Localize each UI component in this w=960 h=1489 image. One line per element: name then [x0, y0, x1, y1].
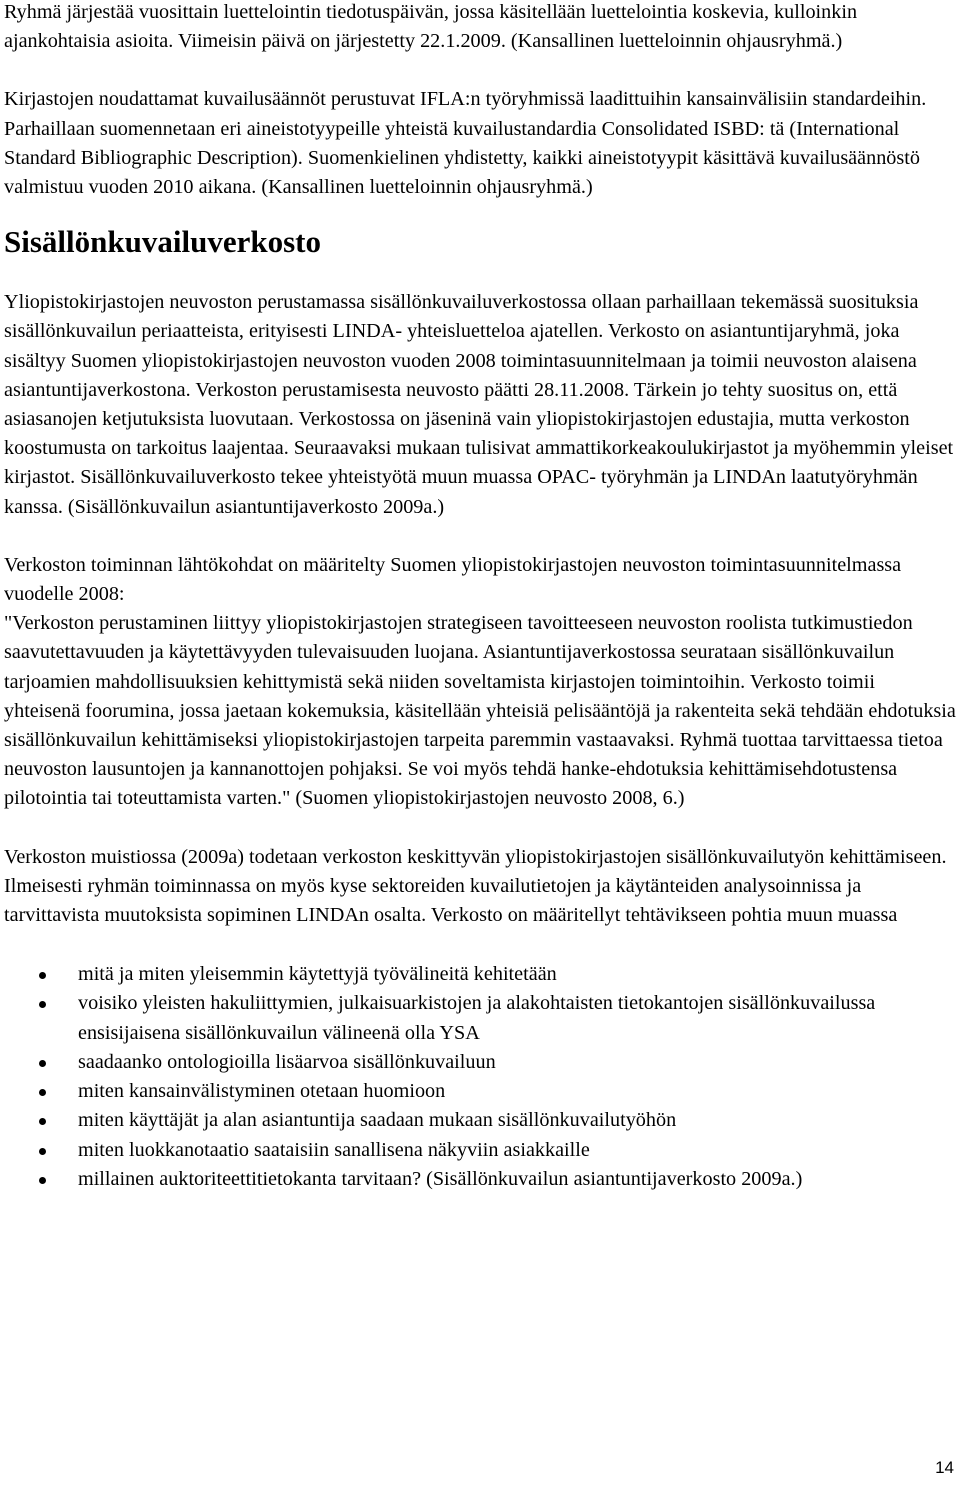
list-item [4, 1048, 956, 1077]
list-item [4, 960, 956, 989]
bullet-icon [39, 1118, 46, 1125]
list-item-text: mitä ja miten yleisemmin käytettyjä työvälineitä kehitetään [78, 963, 557, 986]
list-item-text: millainen auktoriteettitietokanta tarvitaan? (Sisällönkuvailun asiantuntijaverkosto 2009a.) [78, 1167, 803, 1190]
list-item [4, 1106, 956, 1135]
paragraph-network-basis-intro: Verkoston toiminnan lähtökohdat on määritelty Suomen yliopistokirjastojen neuvoston toimintasuunnitelmassa vuodelle 2008: [4, 553, 902, 606]
list-item-text: miten käyttäjät ja alan asiantuntija saadaan mukaan sisällönkuvailutyöhön [78, 1109, 677, 1132]
bullet-icon [39, 1177, 46, 1184]
list-item [4, 1077, 956, 1106]
section-heading: Sisällönkuvailuverkosto [4, 224, 321, 260]
bullet-icon [39, 1148, 46, 1155]
page-number: 14 [935, 1458, 954, 1477]
list-item [4, 1136, 956, 1165]
bullet-icon [39, 972, 46, 979]
paragraph-seminar-info: Ryhmä järjestää vuosittain luettelointin tiedotuspäivän, jossa käsitellään luettelointia koskevia, kulloinkin ajankohtaisia asioita. Viimeisin päivä on järjestetty 22.1.2009. (Kansallinen luetteloinnin ohjausryhmä.) [4, 1, 858, 53]
list-item-text: miten luokkanotaatio saataisiin sanallisena näkyviin asiakkaille [78, 1138, 590, 1161]
bullet-icon [39, 1001, 46, 1008]
bullet-icon [39, 1089, 46, 1096]
list-item [4, 989, 956, 1047]
list-item-text: voisiko yleisten hakuliittymien, julkaisuarkistojen ja alakohtaisten tietokantojen sisällönkuvailussa ensisijaisena sisällönkuvailun välineenä olla YSA [78, 992, 876, 1044]
bullet-icon [39, 1060, 46, 1067]
bullet-list [4, 960, 956, 1194]
paragraph-network-memo: Verkoston muistiossa (2009a) todetaan verkoston keskittyvän yliopistokirjastojen sisällönkuvailutyön kehittämiseen. Ilmeisesti ryhmän toiminnassa on myös kyse sektoreiden kuvailutietojen ja käytänteiden analysoinnissa ja tarvittavista muutoksista sopiminen LINDAn osalta. Verkosto on määritellyt tehtävikseen pohtia muun muassa [4, 845, 947, 927]
list-item-text: saadaanko ontologioilla lisäarvoa sisällönkuvailuun [78, 1050, 496, 1073]
list-item-text: miten kansainvälistyminen otetaan huomioon [78, 1080, 446, 1103]
paragraph-cataloguing-rules: Kirjastojen noudattamat kuvailusäännöt perustuvat IFLA:n työryhmissä laadittuihin kansainvälisiin standardeihin. Parhaillaan suomennetaan eri aineistotyypeille yhteistä kuvailustandardia Consolidated ISBD: tä (International Standard Bibliographic Description). Suomenkielinen yhdistetty, kaikki aineistotyypit käsittävä kuvailusäännöstö valmistuu vuoden 2010 aikana. (Kansallinen luetteloinnin ohjausryhmä.) [4, 88, 927, 199]
paragraph-network-basis-quote: "Verkoston perustaminen liittyy yliopistokirjastojen strategiseen tavoitteeseen neuvoston roolista tutkimustiedon saavutettavuuden ja käytettävyyden tulevaisuuden luojana. Asiantuntijaverkostossa seurataan sisällönkuvailun tarjoamien mahdollisuuksien kehittymistä sekä niiden soveltamista kirjastojen toimintoihin. Verkosto toimii yhteisenä foorumina, jossa jaetaan kokemuksia, käsitellään yhteisiä pelisääntöjä ja rakenteita sekä tehdään ehdotuksia sisällönkuvailun kehittämiseksi yliopistokirjastojen tarpeita paremmin vastaavaksi. Ryhmä tuottaa tarvittaessa tietoa neuvoston lausuntojen ja kannanottojen pohjaksi. Se voi myös tehdä hanke-ehdotuksia kehittämisehdotustensa pilotointia tai toteuttamista varten." (Suomen yliopistokirjastojen neuvosto 2008, 6.) [4, 612, 956, 810]
paragraph-network-intro: Yliopistokirjastojen neuvoston perustamassa sisällönkuvailuverkostossa ollaan parhaillaan tekemässä suosituksia sisällönkuvailun periaatteista, erityisesti LINDA- yhteisluetteloa ajatellen. Verkosto on asiantuntijaryhmä, joka sisältyy Suomen yliopistokirjastojen neuvoston vuoden 2008 toimintasuunnitelmaan ja toimii neuvoston alaisena asiantuntijaverkostona. Verkoston perustamisesta neuvosto päätti 28.11.2008. Tärkein jo tehty suositus on, että asiasanojen ketjutuksista luovutaan. Verkostossa on jäseninä vain yliopistokirjastojen edustajia, mutta verkoston koostumusta on tarkoitus laajentaa. Seuraavaksi mukaan tulisivat ammattikorkeakoulukirjastot ja myöhemmin yleiset kirjastot. Sisällönkuvailuverkosto tekee yhteistyötä muun muassa OPAC- työryhmän ja LINDAn laatutyöryhmän kanssa. (Sisällönkuvailun asiantuntijaverkosto 2009a.) [4, 291, 954, 518]
document-page [4, 0, 956, 1194]
list-item [4, 1165, 956, 1194]
paragraph-network-basis [4, 551, 956, 814]
